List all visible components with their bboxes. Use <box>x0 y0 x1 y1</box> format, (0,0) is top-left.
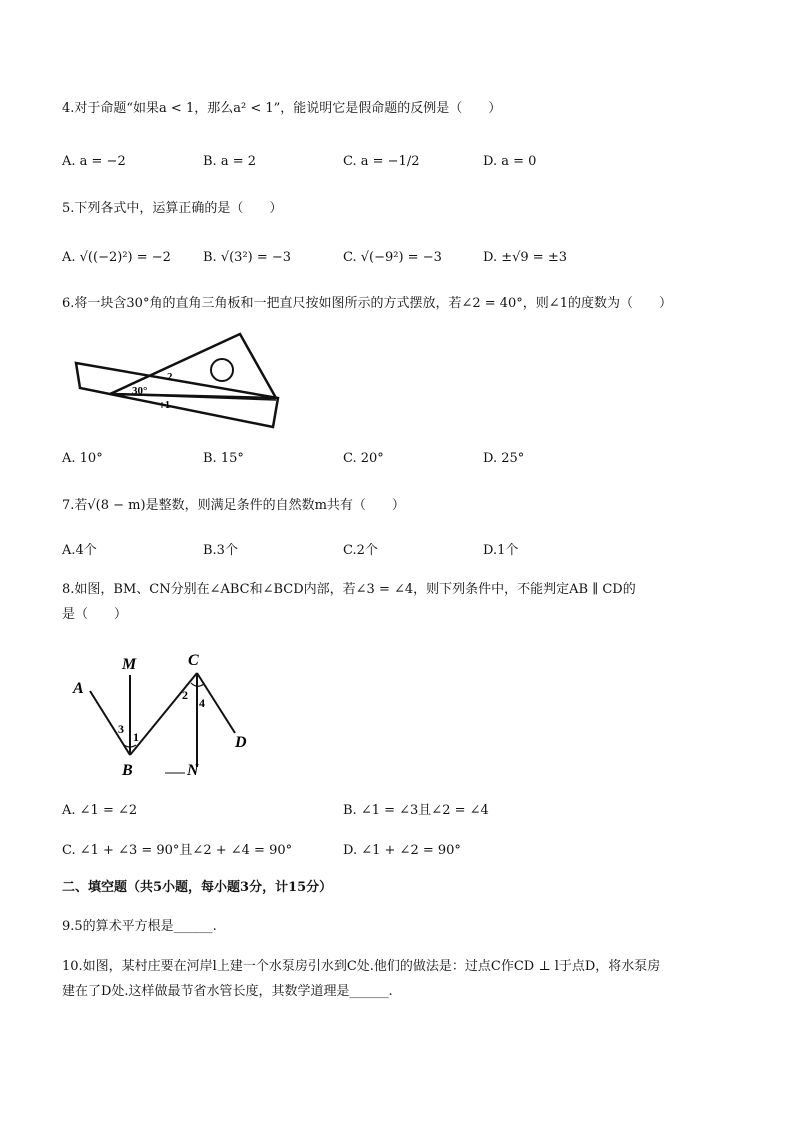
q8-label-a: A <box>73 680 84 697</box>
q6-label-2: 2 <box>167 371 173 383</box>
q7-option-c: C.2个 <box>343 543 378 558</box>
set-square-hole <box>211 359 233 381</box>
q8-label-b: B <box>122 762 133 779</box>
q8-label-4: 4 <box>199 696 205 710</box>
q5-option-c: C. √(−9²) = −3 <box>343 250 442 265</box>
q4-option-d: D. a = 0 <box>483 154 537 169</box>
q4-option-b: B. a = 2 <box>203 154 256 169</box>
q6-option-a: A. 10° <box>62 451 103 466</box>
q9-stem: 9.5的算术平方根是______. <box>62 919 217 934</box>
q6-stem: 6.将一块含30°角的直角三角板和一把直尺按如图所示的方式摆放，若∠2 = 40°，则∠1的度数为（ ） <box>62 296 672 311</box>
q10-line2: 建在了D处.这样做最节省水管长度，其数学道理是______. <box>62 984 393 999</box>
q8-label-3: 3 <box>118 722 124 736</box>
q8-label-1: 1 <box>133 730 139 744</box>
q6-label-30: 30° <box>132 385 148 397</box>
q8-option-a: A. ∠1 = ∠2 <box>62 803 138 818</box>
q5-option-a: A. √((−2)²) = −2 <box>62 250 171 265</box>
q5-option-d: D. ±√9 = ±3 <box>483 250 567 265</box>
q7-stem: 7.若√(8 − m)是整数，则满足条件的自然数m共有（ ） <box>62 498 405 513</box>
q8-label-c: C <box>188 652 199 669</box>
q8-figure <box>70 645 270 780</box>
q6-option-b: B. 15° <box>203 451 244 466</box>
q8-label-d: D <box>235 734 247 751</box>
q6-option-d: D. 25° <box>483 451 525 466</box>
q10-line1: 10.如图，某村庄要在河岸l上建一个水泵房引水到C处.他们的做法是：过点C作CD ⊥ l于点D，将水泵房 <box>62 959 661 974</box>
q4-stem: 4.对于命题“如果a < 1，那么a² < 1”，能说明它是假命题的反例是（ ） <box>62 101 502 116</box>
q7-option-b: B.3个 <box>203 543 238 558</box>
q8-option-d: D. ∠1 + ∠2 = 90° <box>343 843 461 858</box>
q8-stem-line2: 是（ ） <box>62 607 128 622</box>
q5-stem: 5.下列各式中，运算正确的是（ ） <box>62 201 283 216</box>
q7-option-a: A.4个 <box>62 543 97 558</box>
q6-figure-ruler-triangle <box>70 330 285 435</box>
q8-option-b: B. ∠1 = ∠3且∠2 = ∠4 <box>343 803 489 818</box>
q4-option-a: A. a = −2 <box>62 154 126 169</box>
q8-option-c: C. ∠1 + ∠3 = 90°且∠2 + ∠4 = 90° <box>62 843 293 858</box>
q4-option-c: C. a = −1/2 <box>343 154 420 169</box>
q6-label-1: 1 <box>165 400 170 411</box>
section-title: 二、填空题（共5小题，每小题3分，计15分） <box>62 880 333 895</box>
q8-label-2: 2 <box>182 688 188 702</box>
q7-option-d: D.1个 <box>483 543 519 558</box>
q6-option-c: C. 20° <box>343 451 384 466</box>
q8-label-n: N <box>187 762 199 779</box>
q8-label-m: M <box>122 656 137 673</box>
q8-stem-line1: 8.如图，BM、CN分别在∠ABC和∠BCD内部，若∠3 = ∠4，则下列条件中，不能判定AB ∥ CD的 <box>62 582 636 597</box>
q5-option-b: B. √(3²) = −3 <box>203 250 292 265</box>
